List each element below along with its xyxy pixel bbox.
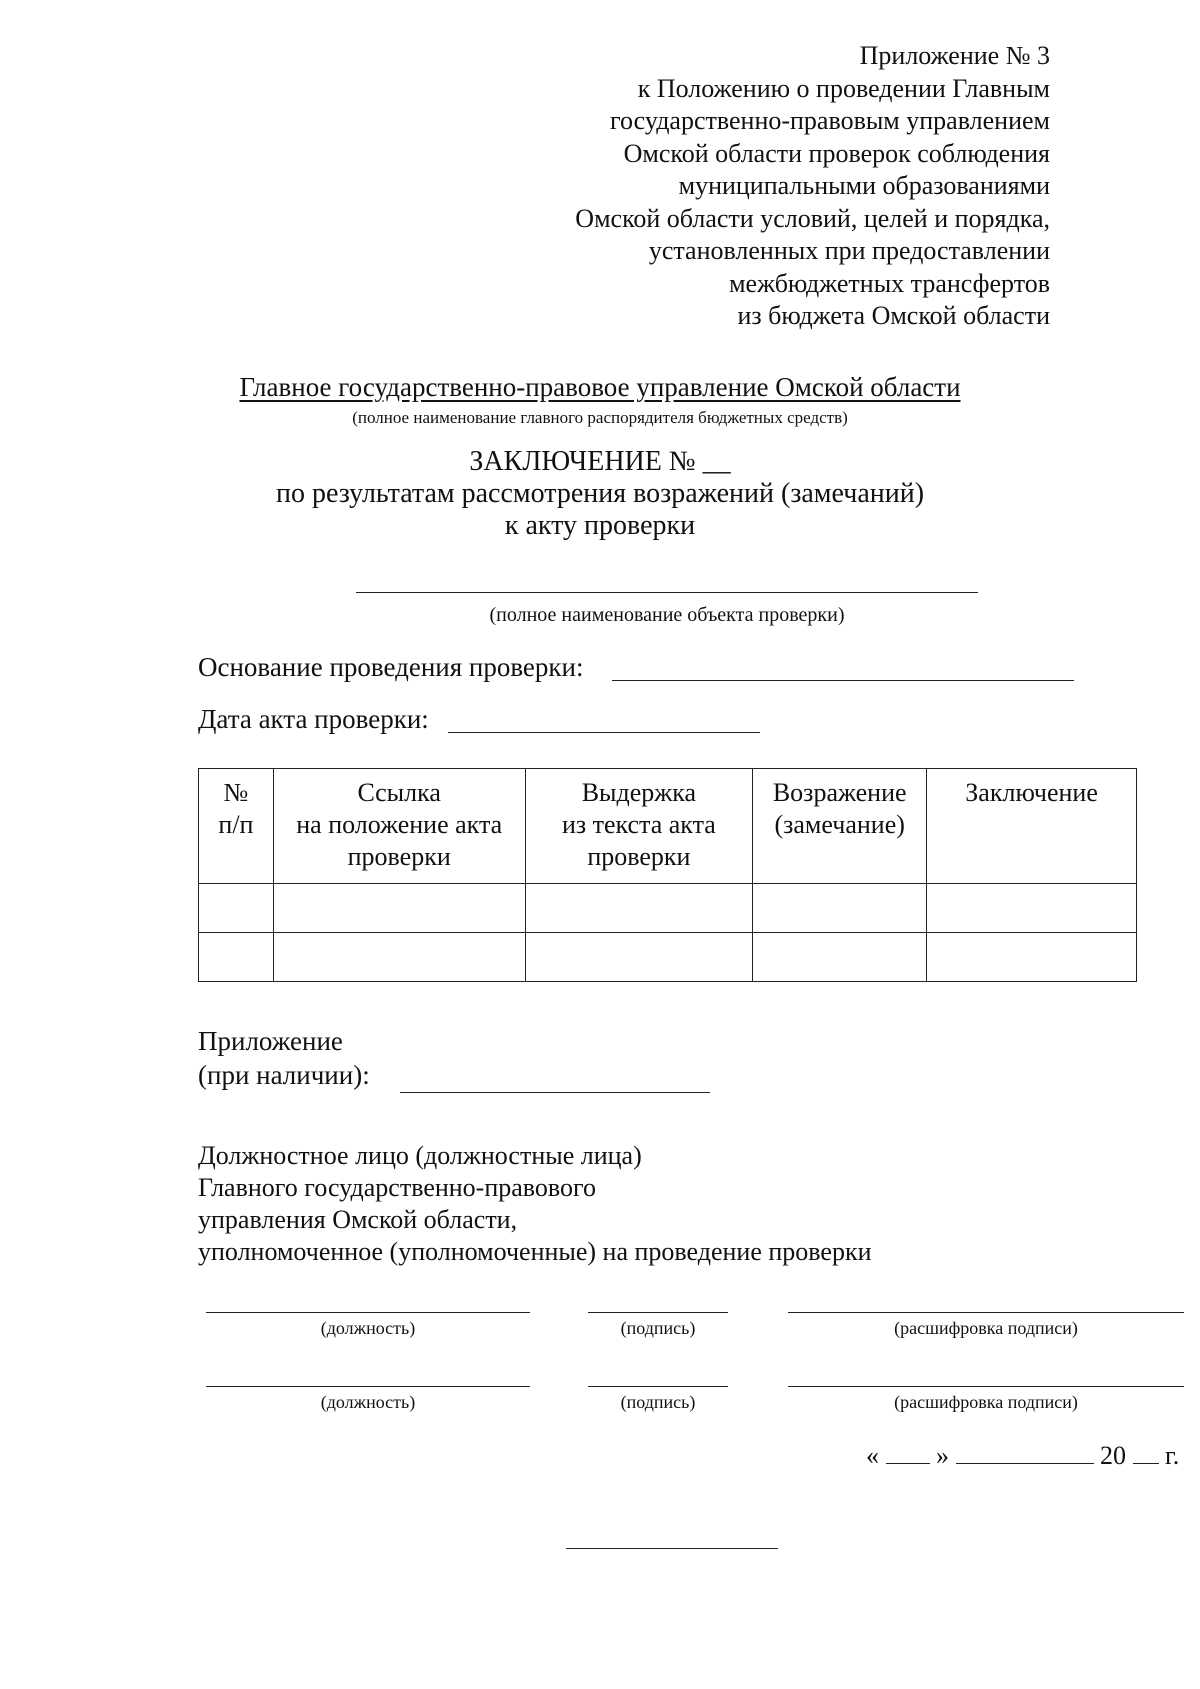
- table-cell[interactable]: [753, 884, 927, 933]
- position-line[interactable]: [206, 1386, 530, 1387]
- official-line-3: управления Омской области,: [198, 1205, 518, 1234]
- attachment-input-line[interactable]: [400, 1092, 710, 1093]
- official-line-1: Должностное лицо (должностные лица): [198, 1141, 642, 1170]
- table-cell[interactable]: [927, 884, 1137, 933]
- organization-caption: (полное наименование главного распорядителя бюджетных средств): [352, 408, 848, 427]
- attachment-block: [198, 1024, 370, 1092]
- appendix-line: к Положению о проведении Главным: [637, 73, 1050, 103]
- table-cell[interactable]: [927, 933, 1137, 982]
- appendix-line: Омской области проверок соблюдения: [623, 138, 1050, 168]
- table-cell[interactable]: [199, 933, 274, 982]
- attachment-label: Приложение: [198, 1026, 343, 1056]
- table-cell[interactable]: [753, 933, 927, 982]
- day-blank[interactable]: [886, 1441, 930, 1464]
- table-cell[interactable]: [525, 933, 753, 982]
- title-subtitle-1: по результатам рассмотрения возражений (замечаний): [275, 478, 925, 509]
- year-blank[interactable]: [1133, 1441, 1159, 1464]
- footer-divider: [566, 1548, 778, 1549]
- date-input-line[interactable]: [448, 732, 760, 733]
- header-objection: Возражение (замечание): [753, 769, 927, 884]
- decoding-line[interactable]: [788, 1312, 1184, 1313]
- table-row: [199, 933, 1137, 982]
- appendix-line: межбюджетных трансфертов: [729, 268, 1050, 298]
- header-excerpt: Выдержка из текста акта проверки: [525, 769, 753, 884]
- year-prefix: 20: [1100, 1441, 1126, 1470]
- date-label: Дата акта проверки:: [198, 704, 429, 734]
- basis-input-line[interactable]: [612, 680, 1074, 681]
- date-close-quote: »: [936, 1441, 949, 1470]
- document-title: [0, 446, 1200, 542]
- header-conclusion: Заключение: [927, 769, 1137, 884]
- object-name-line[interactable]: [356, 592, 978, 593]
- decoding-caption: (расшифровка подписи): [894, 1318, 1078, 1338]
- official-line-4: уполномоченное (уполномоченные) на проведение проверки: [198, 1237, 872, 1266]
- date-stamp: [866, 1440, 1179, 1472]
- appendix-line: Омской области условий, целей и порядка,: [575, 203, 1050, 233]
- decoding-line[interactable]: [788, 1386, 1184, 1387]
- year-suffix: г.: [1165, 1441, 1180, 1470]
- header-number: № п/п: [199, 769, 274, 884]
- month-blank[interactable]: [956, 1441, 1094, 1464]
- table-cell[interactable]: [273, 933, 525, 982]
- findings-table: [198, 768, 1137, 982]
- signature-line[interactable]: [588, 1386, 728, 1387]
- date-open-quote: «: [866, 1441, 879, 1470]
- position-line[interactable]: [206, 1312, 530, 1313]
- object-caption: (полное наименование объекта проверки): [489, 604, 845, 626]
- official-block: [198, 1140, 872, 1268]
- official-line-2: Главного государственно-правового: [198, 1173, 597, 1202]
- appendix-header: [575, 40, 1050, 333]
- decoding-caption: (расшифровка подписи): [894, 1392, 1078, 1412]
- attachment-note: (при наличии):: [198, 1060, 370, 1090]
- title-heading: ЗАКЛЮЧЕНИЕ № __: [469, 446, 731, 477]
- table-cell[interactable]: [273, 884, 525, 933]
- table-cell[interactable]: [199, 884, 274, 933]
- appendix-line: Приложение № 3: [859, 41, 1050, 70]
- appendix-line: государственно-правовым управлением: [609, 106, 1050, 135]
- header-reference: Ссылка на положение акта проверки: [273, 769, 525, 884]
- position-caption: (должность): [320, 1318, 416, 1338]
- title-subtitle-2: к акту проверки: [504, 510, 696, 541]
- table-header-row: [199, 769, 1137, 884]
- appendix-line: из бюджета Омской области: [737, 301, 1050, 330]
- table-row: [199, 884, 1137, 933]
- signature-caption: (подпись): [620, 1392, 696, 1412]
- table-cell[interactable]: [525, 884, 753, 933]
- organization-name: Главное государственно-правовое управление Омской области: [239, 372, 961, 402]
- appendix-line: муниципальными образованиями: [678, 171, 1050, 200]
- position-caption: (должность): [320, 1392, 416, 1412]
- signature-line[interactable]: [588, 1312, 728, 1313]
- signature-caption: (подпись): [620, 1318, 696, 1338]
- organization-block: [0, 372, 1200, 403]
- basis-label: Основание проведения проверки:: [198, 652, 584, 682]
- appendix-line: установленных при предоставлении: [648, 236, 1050, 265]
